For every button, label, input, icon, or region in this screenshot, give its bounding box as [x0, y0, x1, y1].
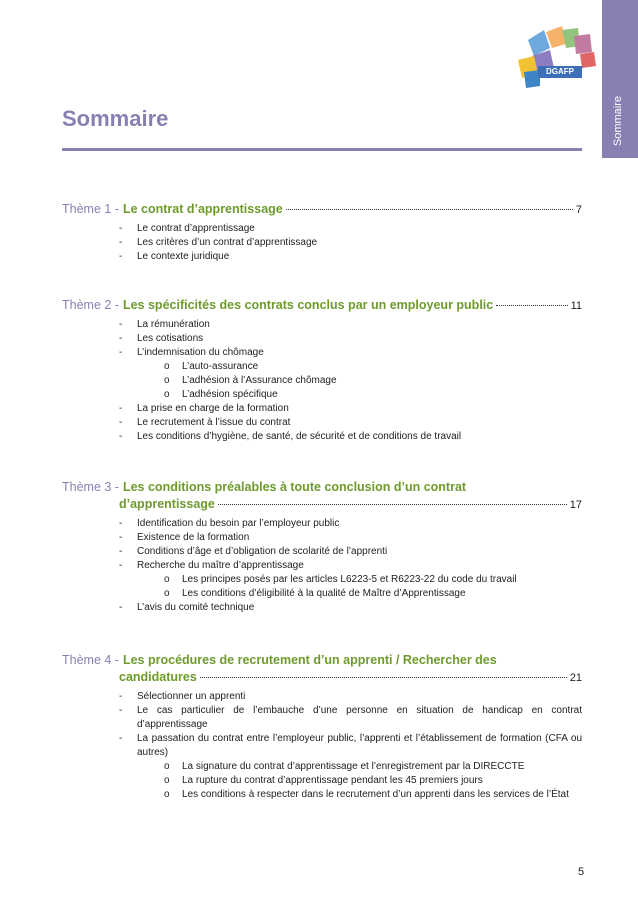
toc-entry-theme-4[interactable]: [62, 653, 582, 684]
theme-title-line2: candidatures: [119, 670, 197, 684]
theme-title-line1: Les conditions préalables à toute conclusion d’un contrat: [122, 480, 467, 494]
sub-list-item: o La rupture du contrat d’apprentissage pendant les 45 premiers jours: [62, 774, 582, 788]
list-item: - Existence de la formation: [62, 531, 582, 545]
theme-title: Les spécificités des contrats conclus par un employeur public: [122, 298, 494, 312]
theme-3: [62, 480, 582, 615]
theme-title: Le contrat d’apprentissage: [122, 202, 283, 216]
leader-dots: [200, 677, 567, 678]
sub-list-item: o Les principes posés par les articles L6223-5 et R6223-22 du code du travail: [62, 573, 582, 587]
toc-entry-theme-2[interactable]: [62, 298, 582, 312]
theme-page: 21: [569, 672, 582, 684]
sub-list-item: o Les conditions d’éligibilité à la qualité de Maître d’Apprentissage: [62, 587, 582, 601]
list-item: - Les cotisations: [62, 332, 582, 346]
page-number: 5: [578, 866, 585, 878]
list-item: - La passation du contrat entre l’employeur public, l’apprenti et l’établissement de formation (CFA ou autres): [62, 732, 582, 760]
theme-subitems: [62, 573, 582, 601]
leader-dots: [218, 504, 567, 505]
title-divider: [62, 148, 582, 151]
leader-dots: [286, 209, 573, 210]
section-tab: [602, 0, 638, 158]
theme-prefix: Thème 1 -: [62, 202, 119, 216]
list-item: - Les conditions d’hygiène, de santé, de sécurité et de conditions de travail: [62, 430, 582, 444]
list-item: - Le contexte juridique: [62, 250, 582, 264]
theme-page: 7: [575, 204, 582, 216]
list-item: - Sélectionner un apprenti: [62, 690, 582, 704]
list-item: - Recherche du maître d’apprentissage: [62, 559, 582, 573]
list-item: - La rémunération: [62, 318, 582, 332]
theme-items: [62, 222, 582, 264]
theme-items: [62, 318, 582, 360]
theme-1: [62, 202, 582, 264]
list-item: - Le cas particulier de l’embauche d’une personne en situation de handicap en contrat d’apprentissage: [62, 704, 582, 732]
section-tab-label: Sommaire: [612, 95, 624, 146]
sub-list-item: o Les conditions à respecter dans le recrutement d’un apprenti dans les services de l’État: [62, 788, 582, 802]
theme-prefix: Thème 4 -: [62, 653, 119, 667]
toc-entry-theme-1[interactable]: [62, 202, 582, 216]
theme-prefix: Thème 3 -: [62, 480, 119, 494]
theme-subitems: [62, 360, 582, 402]
theme-page: 11: [570, 300, 582, 312]
theme-2: [62, 298, 582, 444]
list-item: - Conditions d’âge et d’obligation de scolarité de l’apprenti: [62, 545, 582, 559]
theme-title-line2: d’apprentissage: [119, 497, 215, 511]
toc-entry-theme-3[interactable]: [62, 480, 582, 511]
sub-list-item: o L’adhésion à l’Assurance chômage: [62, 374, 582, 388]
theme-items: [62, 517, 582, 573]
list-item: - L’indemnisation du chômage: [62, 346, 582, 360]
theme-prefix: Thème 2 -: [62, 298, 119, 312]
sub-list-item: o L’adhésion spécifique: [62, 388, 582, 402]
dgafp-logo-icon: [510, 26, 600, 88]
theme-items-after: [62, 601, 582, 615]
sub-list-item: o L’auto-assurance: [62, 360, 582, 374]
theme-items-after: [62, 402, 582, 444]
list-item: - Le contrat d’apprentissage: [62, 222, 582, 236]
leader-dots: [496, 305, 567, 306]
list-item: - Identification du besoin par l’employeur public: [62, 517, 582, 531]
sub-list-item: o La signature du contrat d’apprentissage et l’enregistrement par la DIRECCTE: [62, 760, 582, 774]
theme-page: 17: [569, 499, 582, 511]
page-title: Sommaire: [62, 106, 169, 131]
theme-items: [62, 690, 582, 760]
theme-4: [62, 653, 582, 802]
theme-subitems: [62, 760, 582, 802]
logo-text: DGAFP: [538, 66, 582, 78]
list-item: - L’avis du comité technique: [62, 601, 582, 615]
list-item: - La prise en charge de la formation: [62, 402, 582, 416]
theme-title-line1: Les procédures de recrutement d’un apprenti / Rechercher des: [122, 653, 497, 667]
list-item: - Les critères d’un contrat d’apprentissage: [62, 236, 582, 250]
list-item: - Le recrutement à l’issue du contrat: [62, 416, 582, 430]
